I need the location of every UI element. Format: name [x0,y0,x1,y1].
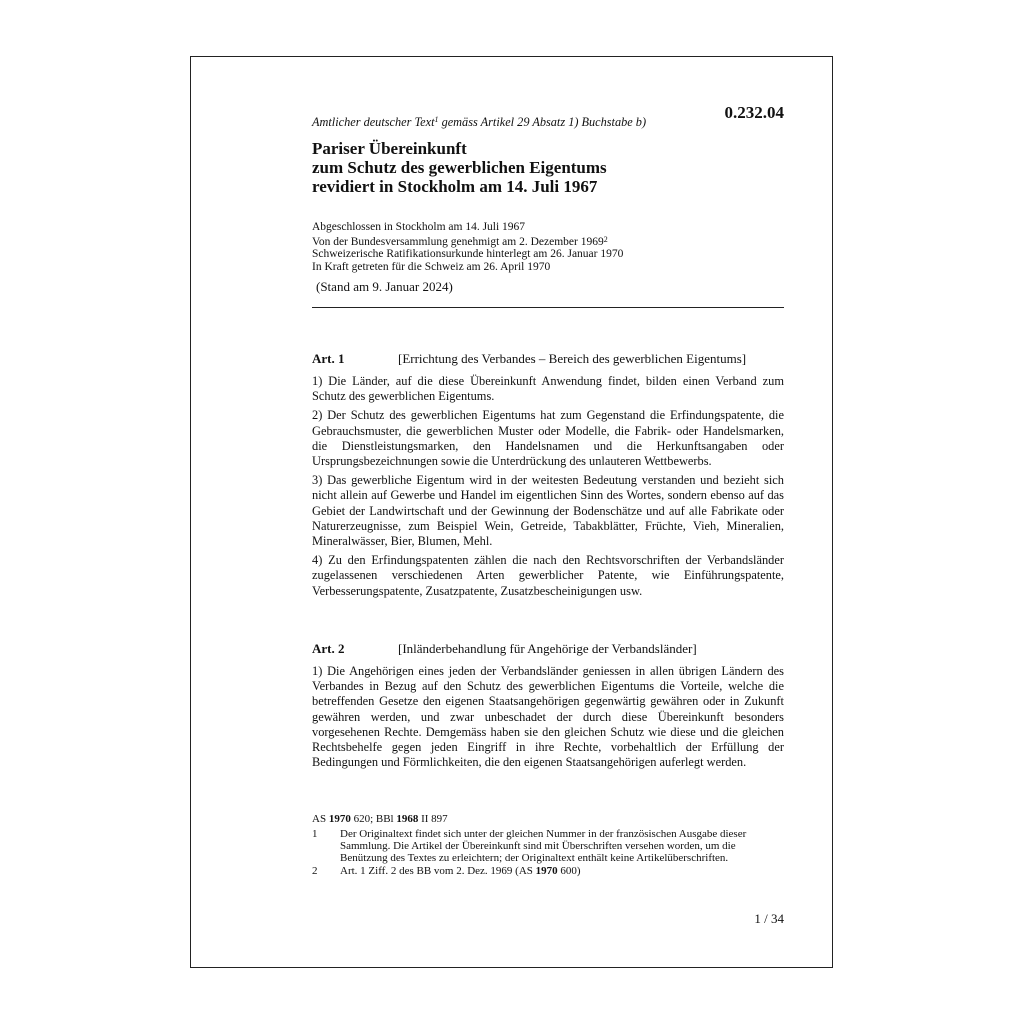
footnote-ref-2[interactable]: 2 [603,234,608,244]
title-line-3: revidiert in Stockholm am 14. Juli 1967 [312,177,598,196]
page-number: 1 / 34 [754,911,784,926]
article-1 [312,351,784,599]
official-collection-reference: AS 1970 620; BBl 1968 II 897 [312,813,448,825]
footnotes [312,813,784,878]
document-page [190,56,833,968]
article-title: [Errichtung des Verbandes – Bereich des gewerblichen Eigentums] [398,351,747,366]
paragraph: 2) Der Schutz des gewerblichen Eigentums hat zum Gegenstand die Erfindungspatente, die Gebrauchsmuster, die gewerblichen Muster oder Modelle, die Fabrik- oder Handelsmarken, die Dienstleistungsmarken, den Handelsnamen und die Herkunftsangaben oder Ursprungsbezeichnungen sowie die Unterdrückung des unlauteren Wettbewerbs. [312,408,784,469]
title-line-1: Pariser Übereinkunft [312,139,467,158]
paragraph: 1) Die Länder, auf die diese Übereinkunft Anwendung findet, bilden einen Verband zum Schutz des gewerblichen Eigentums. [312,374,784,404]
meta-in-force: In Kraft getreten für die Schweiz am 26. April 1970 [312,260,551,273]
document-title [312,139,607,196]
status-date: (Stand am 9. Januar 2024) [316,279,453,294]
footnote-mark: 2 [312,865,318,877]
title-line-2: zum Schutz des gewerblichen Eigentums [312,158,607,177]
document-metadata [312,221,623,273]
article-heading [312,641,784,659]
footnote-1 [312,828,784,864]
footnote-text: Der Originaltext findet sich unter der gleichen Nummer in der französischen Ausgabe dieser Sammlung. Die Artikel der Übereinkunft sind mit Überschriften versehen worden, um die Benützung des Textes zu erleichtern; der Originaltext enthält keine Artikelüberschriften. [340,828,747,864]
paragraph: 3) Das gewerbliche Eigentum wird in der weitesten Bedeutung verstanden und bezieht sich nicht allein auf Gewerbe und Handel im eigentlichen Sinn des Wortes, sondern ebenso auf das Gebiet der Landwirtschaft und der Gewinnung der Bodenschätze und auf alle Fabrikate oder Naturerzeugnisse, zum Beispiel Wein, Getreide, Tabakblätter, Früchte, Vieh, Mineralien, Mineralwässer, Bier, Blumen, Mehl. [312,473,784,549]
article-number: Art. 1 [312,351,345,366]
meta-concluded: Abgeschlossen in Stockholm am 14. Juli 1967 [312,221,526,233]
footnote-mark: 1 [312,828,318,840]
paragraph: 4) Zu den Erfindungspatenten zählen die nach den Rechtsvorschriften der Verbandsländer zugelassenen verschiedenen Arten gewerblicher Patente, wie Einführungspatente, Verbesserungspatente, Zusatzpatente, Zusatzbescheinigungen usw. [312,553,784,598]
header-divider [312,307,784,308]
article-number: Art. 2 [312,641,345,656]
article-2 [312,641,784,770]
paragraph: 1) Die Angehörigen eines jeden der Verbandsländer geniessen in allen übrigen Ländern des Verbandes in Bezug auf den Schutz des gewerblichen Eigentums die Vorteile, welche die betreffenden Gesetze den eigenen Staatsangehörigen gegenwärtig gewähren oder in Zukunft gewähren werden, und zwar unbeschadet der durch diese Übereinkunft besonders vorgesehenen Rechte. Demgemäss haben sie den gleichen Schutz wie diese und die gleichen Rechtsbehelfe gegen jeden Eingriff in ihre Rechte, vorbehaltlich der Erfüllung der Bedingungen und Förmlichkeiten, die den eigenen Staatsangehörigen auferlegt werden. [312,664,784,770]
article-title: [Inländerbehandlung für Angehörige der Verbandsländer] [398,641,697,656]
meta-approved: Von der Bundesversammlung genehmigt am 2. Dezember 1969$^2$ [312,234,608,248]
sr-number: 0.232.04 [724,103,784,122]
meta-ratification: Schweizerische Ratifikationsurkunde hinterlegt am 26. Januar 1970 [312,248,624,260]
footnote-ref-1[interactable]: 1 [434,115,439,124]
official-text-note: Amtlicher deutscher Text$^1$ gemäss Artikel 29 Absatz 1) Buchstabe b) [312,115,647,129]
footnote-2: 2 Art. 1 Ziff. 2 des BB vom 2. Dez. 1969 (AS 1970 600) [312,865,581,877]
article-heading [312,351,784,369]
